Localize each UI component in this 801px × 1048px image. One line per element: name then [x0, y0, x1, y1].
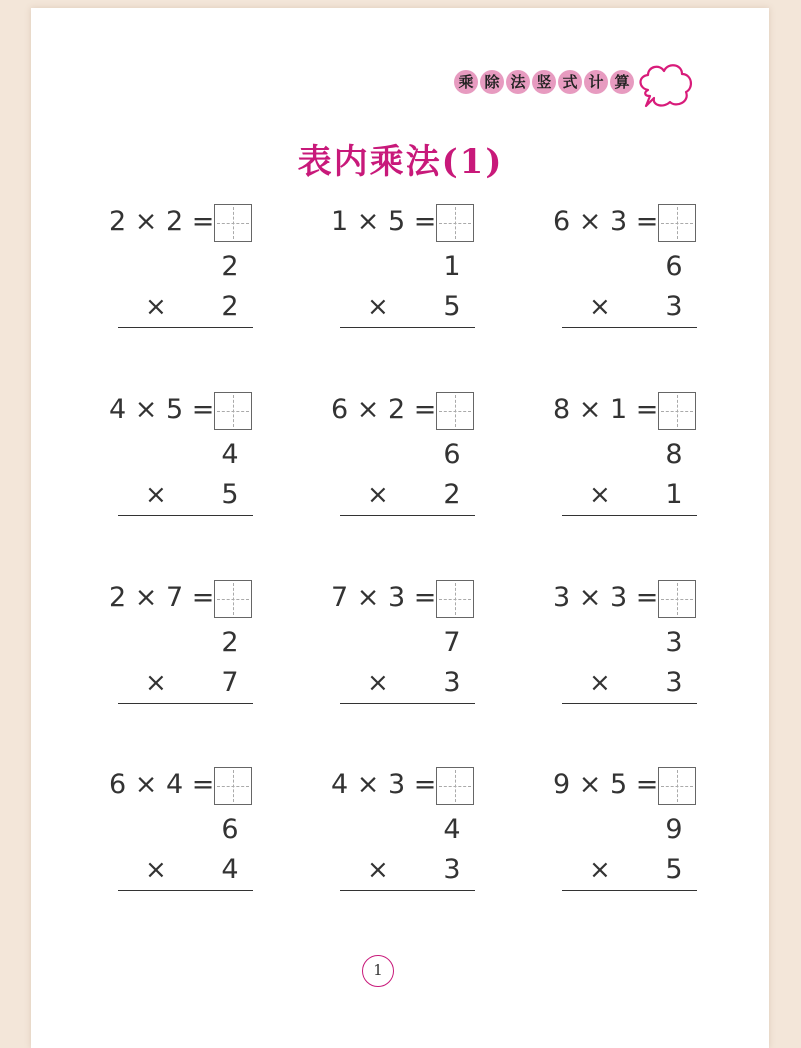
answer-box[interactable] — [436, 204, 474, 242]
answer-box[interactable] — [436, 767, 474, 805]
cloud-icon — [636, 60, 694, 110]
times-sign: × — [367, 855, 389, 885]
answer-line — [118, 327, 253, 328]
times-sign: × — [145, 855, 167, 885]
header-badge: 乘 — [454, 70, 478, 94]
multiplication-problem — [553, 765, 703, 905]
multiplicand: 4 — [221, 439, 239, 470]
multiplier: 3 — [443, 667, 461, 698]
times-sign: × — [589, 668, 611, 698]
multiplier: 2 — [221, 291, 239, 322]
multiplication-problem — [109, 765, 259, 905]
answer-box[interactable] — [658, 767, 696, 805]
answer-line — [118, 703, 253, 704]
answer-line — [340, 703, 475, 704]
multiplication-problem — [109, 202, 259, 342]
times-sign: × — [589, 480, 611, 510]
equation-text: 6 × 3 = — [553, 206, 659, 237]
multiplier: 5 — [665, 854, 683, 885]
multiplicand: 1 — [443, 251, 461, 282]
answer-line — [340, 515, 475, 516]
equation-text: 7 × 3 = — [331, 582, 437, 613]
header-badge: 除 — [480, 70, 504, 94]
header-badge: 式 — [558, 70, 582, 94]
equation-text: 3 × 3 = — [553, 582, 659, 613]
equation-text: 2 × 7 = — [109, 582, 215, 613]
answer-box[interactable] — [214, 767, 252, 805]
equation-text: 8 × 1 = — [553, 394, 659, 425]
multiplicand: 8 — [665, 439, 683, 470]
times-sign: × — [367, 292, 389, 322]
times-sign: × — [145, 668, 167, 698]
header-badge: 算 — [610, 70, 634, 94]
answer-line — [562, 515, 697, 516]
answer-line — [118, 515, 253, 516]
multiplicand: 7 — [443, 627, 461, 658]
answer-box[interactable] — [658, 392, 696, 430]
answer-box[interactable] — [658, 204, 696, 242]
multiplication-problem — [109, 578, 259, 718]
answer-box[interactable] — [214, 580, 252, 618]
times-sign: × — [145, 480, 167, 510]
answer-box[interactable] — [214, 204, 252, 242]
answer-box[interactable] — [436, 580, 474, 618]
multiplier: 5 — [443, 291, 461, 322]
header-badge: 法 — [506, 70, 530, 94]
multiplicand: 3 — [665, 627, 683, 658]
answer-box[interactable] — [658, 580, 696, 618]
answer-box[interactable] — [436, 392, 474, 430]
answer-box[interactable] — [214, 392, 252, 430]
equation-text: 6 × 2 = — [331, 394, 437, 425]
multiplier: 1 — [665, 479, 683, 510]
multiplicand: 6 — [665, 251, 683, 282]
multiplicand: 9 — [665, 814, 683, 845]
answer-line — [562, 703, 697, 704]
multiplicand: 2 — [221, 627, 239, 658]
equation-text: 4 × 5 = — [109, 394, 215, 425]
page-number: 1 — [362, 955, 394, 987]
header-badge: 计 — [584, 70, 608, 94]
multiplication-problem — [553, 390, 703, 530]
multiplier: 3 — [665, 667, 683, 698]
equation-text: 1 × 5 = — [331, 206, 437, 237]
equation-text: 4 × 3 = — [331, 769, 437, 800]
header-badges — [454, 70, 634, 94]
multiplication-problem — [331, 390, 481, 530]
multiplier: 4 — [221, 854, 239, 885]
multiplier: 3 — [443, 854, 461, 885]
page-title: 表内乘法(1) — [297, 142, 504, 182]
multiplication-problem — [331, 765, 481, 905]
multiplicand: 4 — [443, 814, 461, 845]
answer-line — [340, 890, 475, 891]
multiplication-problem — [553, 202, 703, 342]
multiplier: 5 — [221, 479, 239, 510]
multiplier: 3 — [665, 291, 683, 322]
multiplication-problem — [331, 578, 481, 718]
times-sign: × — [589, 292, 611, 322]
times-sign: × — [367, 668, 389, 698]
times-sign: × — [589, 855, 611, 885]
answer-line — [562, 890, 697, 891]
equation-text: 6 × 4 = — [109, 769, 215, 800]
equation-text: 9 × 5 = — [553, 769, 659, 800]
multiplication-problem — [109, 390, 259, 530]
answer-line — [118, 890, 253, 891]
multiplier: 7 — [221, 667, 239, 698]
multiplicand: 2 — [221, 251, 239, 282]
times-sign: × — [367, 480, 389, 510]
answer-line — [340, 327, 475, 328]
times-sign: × — [145, 292, 167, 322]
multiplicand: 6 — [443, 439, 461, 470]
equation-text: 2 × 2 = — [109, 206, 215, 237]
multiplier: 2 — [443, 479, 461, 510]
multiplication-problem — [553, 578, 703, 718]
multiplicand: 6 — [221, 814, 239, 845]
answer-line — [562, 327, 697, 328]
header-badge: 竖 — [532, 70, 556, 94]
multiplication-problem — [331, 202, 481, 342]
